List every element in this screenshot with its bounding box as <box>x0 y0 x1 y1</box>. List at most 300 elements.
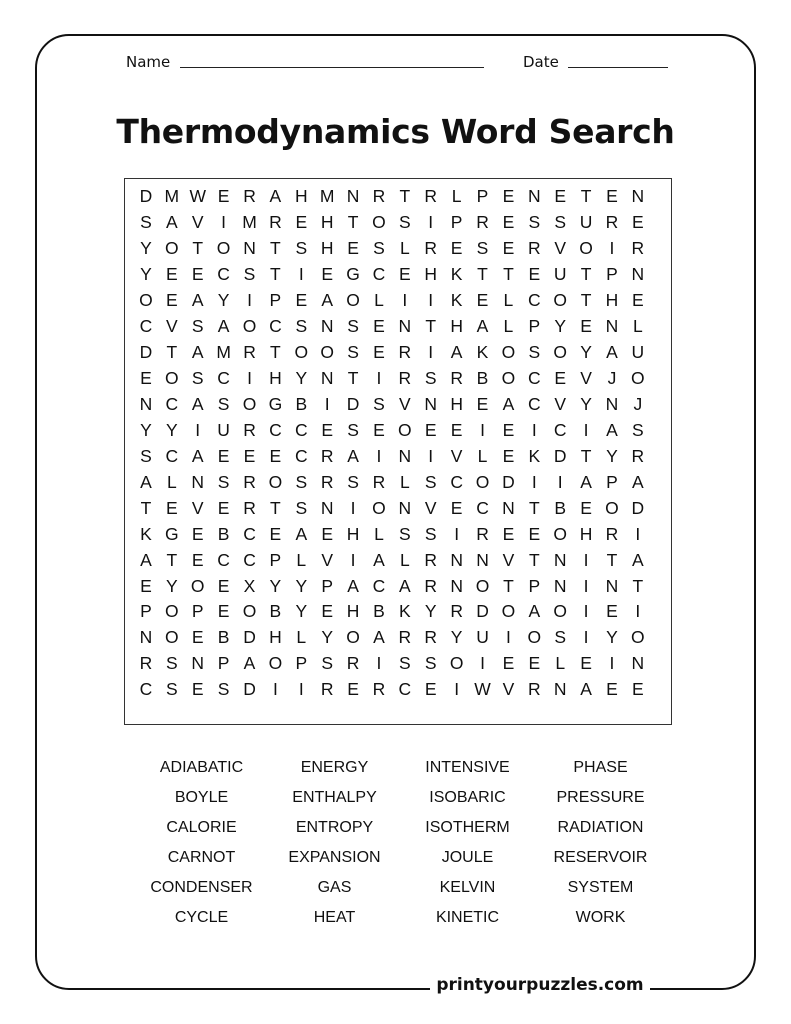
grid-letter[interactable]: A <box>321 290 334 311</box>
grid-letter[interactable]: I <box>428 445 434 466</box>
grid-letter[interactable]: I <box>298 264 304 285</box>
grid-letter[interactable]: I <box>428 342 434 363</box>
grid-letter[interactable]: U <box>579 212 593 233</box>
grid-letter[interactable]: T <box>270 342 281 363</box>
grid-letter[interactable]: S <box>554 212 567 233</box>
grid-letter[interactable]: N <box>191 471 205 492</box>
grid-letter[interactable]: E <box>140 368 152 389</box>
grid-letter[interactable]: M <box>216 342 231 363</box>
grid-letter[interactable]: R <box>631 445 645 466</box>
grid-letter[interactable]: S <box>373 238 385 259</box>
grid-letter[interactable]: E <box>321 419 334 440</box>
grid-letter[interactable]: T <box>580 290 592 311</box>
grid-letter[interactable]: L <box>166 471 177 492</box>
grid-letter[interactable]: I <box>583 549 589 570</box>
grid-letter[interactable]: E <box>606 186 618 207</box>
grid-letter[interactable]: A <box>476 316 489 337</box>
grid-letter[interactable]: E <box>373 316 385 337</box>
grid-letter[interactable]: O <box>553 523 567 544</box>
grid-letter[interactable]: L <box>503 316 514 337</box>
grid-letter[interactable]: E <box>321 264 334 285</box>
grid-letter[interactable]: R <box>398 627 412 648</box>
grid-letter[interactable]: R <box>243 471 256 492</box>
grid-letter[interactable]: I <box>247 290 252 311</box>
grid-letter[interactable]: C <box>527 368 541 389</box>
grid-letter[interactable]: S <box>191 316 204 337</box>
grid-letter[interactable]: O <box>165 627 179 648</box>
grid-letter[interactable]: I <box>402 290 408 311</box>
grid-letter[interactable]: S <box>140 212 152 233</box>
grid-letter[interactable]: Y <box>269 575 282 596</box>
grid-letter[interactable]: A <box>295 523 308 544</box>
grid-letter[interactable]: B <box>269 601 282 622</box>
grid-letter[interactable]: T <box>166 342 178 363</box>
grid-letter[interactable]: N <box>398 316 412 337</box>
grid-letter[interactable]: E <box>191 523 204 544</box>
grid-letter[interactable]: T <box>425 316 437 337</box>
grid-letter[interactable]: R <box>320 471 334 492</box>
grid-letter[interactable]: E <box>243 445 256 466</box>
grid-letter[interactable]: S <box>295 471 308 492</box>
grid-letter[interactable]: L <box>296 627 307 648</box>
grid-letter[interactable]: R <box>476 212 489 233</box>
grid-letter[interactable]: E <box>580 497 592 518</box>
grid-letter[interactable]: E <box>580 653 592 674</box>
grid-letter[interactable]: O <box>372 497 386 518</box>
grid-letter[interactable]: M <box>319 186 335 207</box>
grid-letter[interactable]: N <box>398 445 412 466</box>
grid-letter[interactable]: O <box>631 627 645 648</box>
grid-letter[interactable]: Y <box>580 393 592 414</box>
grid-letter[interactable]: S <box>347 316 359 337</box>
grid-letter[interactable]: T <box>503 575 514 596</box>
grid-letter[interactable]: A <box>347 445 359 466</box>
grid-letter[interactable]: O <box>320 342 334 363</box>
grid-letter[interactable]: E <box>217 445 230 466</box>
grid-letter[interactable]: R <box>269 212 282 233</box>
grid-letter[interactable]: X <box>243 575 256 596</box>
grid-letter[interactable]: L <box>296 549 307 570</box>
grid-letter[interactable]: E <box>347 679 359 700</box>
grid-letter[interactable]: E <box>217 186 230 207</box>
grid-letter[interactable]: I <box>609 238 615 259</box>
grid-letter[interactable]: E <box>295 290 308 311</box>
grid-letter[interactable]: N <box>476 549 489 570</box>
grid-letter[interactable]: A <box>373 627 385 648</box>
grid-letter[interactable]: E <box>321 601 334 622</box>
grid-letter[interactable]: S <box>632 419 644 440</box>
name-field-line[interactable] <box>180 67 484 68</box>
grid-letter[interactable]: C <box>243 523 256 544</box>
grid-letter[interactable]: L <box>374 523 384 544</box>
grid-letter[interactable]: I <box>454 679 460 700</box>
grid-letter[interactable]: R <box>139 653 153 674</box>
grid-letter[interactable]: L <box>555 653 566 674</box>
grid-letter[interactable]: I <box>454 523 460 544</box>
grid-letter[interactable]: C <box>294 445 308 466</box>
grid-letter[interactable]: M <box>164 186 180 207</box>
grid-letter[interactable]: E <box>450 238 463 259</box>
grid-letter[interactable]: V <box>399 393 411 414</box>
grid-letter[interactable]: E <box>140 575 152 596</box>
grid-letter[interactable]: E <box>502 212 515 233</box>
grid-letter[interactable]: A <box>606 419 618 440</box>
grid-letter[interactable]: D <box>553 445 567 466</box>
grid-letter[interactable]: K <box>476 342 489 363</box>
grid-letter[interactable]: V <box>191 497 204 518</box>
grid-letter[interactable]: S <box>191 368 204 389</box>
grid-letter[interactable]: S <box>399 523 411 544</box>
grid-letter[interactable]: N <box>346 186 360 207</box>
grid-letter[interactable]: O <box>501 368 516 389</box>
grid-letter[interactable]: C <box>372 264 386 285</box>
grid-letter[interactable]: O <box>631 368 645 389</box>
grid-letter[interactable]: R <box>372 186 386 207</box>
grid-letter[interactable]: K <box>450 290 463 311</box>
grid-letter[interactable]: R <box>372 471 386 492</box>
grid-letter[interactable]: C <box>527 393 541 414</box>
grid-letter[interactable]: T <box>140 497 152 518</box>
grid-letter[interactable]: U <box>217 419 230 440</box>
grid-letter[interactable]: L <box>503 290 514 311</box>
grid-letter[interactable]: K <box>399 601 411 622</box>
grid-letter[interactable]: Y <box>295 368 308 389</box>
grid-letter[interactable]: L <box>374 290 384 311</box>
grid-letter[interactable]: O <box>579 238 593 259</box>
grid-letter[interactable]: P <box>321 575 334 596</box>
grid-letter[interactable]: C <box>269 316 282 337</box>
grid-letter[interactable]: N <box>424 393 438 414</box>
grid-letter[interactable]: I <box>557 471 563 492</box>
grid-letter[interactable]: I <box>324 393 330 414</box>
grid-letter[interactable]: S <box>424 471 437 492</box>
grid-letter[interactable]: W <box>189 186 206 207</box>
grid-letter[interactable]: T <box>270 264 281 285</box>
grid-letter[interactable]: S <box>140 445 152 466</box>
grid-letter[interactable]: O <box>165 238 179 259</box>
grid-letter[interactable]: O <box>242 393 257 414</box>
grid-letter[interactable]: P <box>476 186 489 207</box>
grid-letter[interactable]: R <box>424 575 438 596</box>
grid-letter[interactable]: Y <box>606 627 618 648</box>
grid-letter[interactable]: E <box>450 497 463 518</box>
grid-letter[interactable]: O <box>242 316 257 337</box>
grid-letter[interactable]: D <box>631 497 645 518</box>
grid-letter[interactable]: C <box>243 549 256 570</box>
grid-letter[interactable]: R <box>346 653 360 674</box>
grid-letter[interactable]: A <box>191 393 204 414</box>
grid-letter[interactable]: O <box>165 601 179 622</box>
grid-letter[interactable]: N <box>527 186 541 207</box>
grid-letter[interactable]: C <box>398 679 412 700</box>
grid-letter[interactable]: A <box>140 471 152 492</box>
grid-letter[interactable]: Y <box>450 627 463 648</box>
grid-letter[interactable]: A <box>347 575 359 596</box>
grid-letter[interactable]: E <box>554 368 567 389</box>
grid-letter[interactable]: U <box>631 342 645 363</box>
grid-letter[interactable]: I <box>609 653 615 674</box>
grid-letter[interactable]: S <box>243 264 256 285</box>
grid-letter[interactable]: A <box>191 290 204 311</box>
grid-letter[interactable]: I <box>247 368 252 389</box>
grid-letter[interactable]: V <box>424 497 437 518</box>
grid-letter[interactable]: L <box>451 186 462 207</box>
grid-letter[interactable]: A <box>217 316 230 337</box>
grid-letter[interactable]: O <box>294 342 309 363</box>
grid-letter[interactable]: E <box>191 264 204 285</box>
grid-letter[interactable]: G <box>346 264 360 285</box>
grid-letter[interactable]: N <box>631 264 645 285</box>
grid-letter[interactable]: I <box>350 549 356 570</box>
grid-letter[interactable]: T <box>270 238 281 259</box>
grid-letter[interactable]: C <box>527 290 541 311</box>
grid-letter[interactable]: R <box>243 342 256 363</box>
grid-letter[interactable]: O <box>475 471 490 492</box>
grid-letter[interactable]: S <box>399 653 411 674</box>
grid-letter[interactable]: H <box>269 368 282 389</box>
grid-letter[interactable]: E <box>580 316 592 337</box>
grid-letter[interactable]: N <box>243 238 256 259</box>
grid-letter[interactable]: V <box>554 393 567 414</box>
grid-letter[interactable]: I <box>350 497 356 518</box>
grid-letter[interactable]: P <box>295 653 308 674</box>
grid-letter[interactable]: N <box>553 549 567 570</box>
grid-letter[interactable]: V <box>502 679 515 700</box>
grid-letter[interactable]: O <box>501 342 516 363</box>
grid-letter[interactable]: J <box>633 393 643 414</box>
grid-letter[interactable]: Y <box>140 264 152 285</box>
grid-letter[interactable]: L <box>399 238 410 259</box>
grid-letter[interactable]: E <box>606 601 618 622</box>
grid-letter[interactable]: R <box>398 368 412 389</box>
grid-letter[interactable]: E <box>269 523 282 544</box>
grid-letter[interactable]: T <box>347 212 359 233</box>
grid-letter[interactable]: S <box>217 679 230 700</box>
grid-letter[interactable]: E <box>424 419 437 440</box>
grid-letter[interactable]: Y <box>165 575 178 596</box>
grid-letter[interactable]: C <box>165 393 179 414</box>
grid-letter[interactable]: O <box>398 419 412 440</box>
grid-letter[interactable]: T <box>528 497 540 518</box>
grid-letter[interactable]: I <box>583 627 589 648</box>
grid-letter[interactable]: N <box>139 627 153 648</box>
grid-letter[interactable]: R <box>450 601 463 622</box>
grid-letter[interactable]: S <box>554 627 567 648</box>
grid-letter[interactable]: O <box>449 653 464 674</box>
grid-letter[interactable]: H <box>320 238 334 259</box>
grid-letter[interactable]: T <box>528 549 540 570</box>
grid-letter[interactable]: C <box>269 419 282 440</box>
grid-letter[interactable]: E <box>191 627 204 648</box>
grid-letter[interactable]: O <box>165 368 179 389</box>
grid-letter[interactable]: S <box>399 212 411 233</box>
grid-letter[interactable]: P <box>450 212 463 233</box>
grid-letter[interactable]: E <box>347 238 359 259</box>
grid-letter[interactable]: O <box>372 212 386 233</box>
grid-letter[interactable]: O <box>553 290 567 311</box>
grid-letter[interactable]: S <box>424 653 437 674</box>
grid-letter[interactable]: D <box>502 471 515 492</box>
grid-letter[interactable]: E <box>528 523 541 544</box>
grid-letter[interactable]: O <box>475 575 490 596</box>
grid-letter[interactable]: Y <box>140 419 152 440</box>
grid-letter[interactable]: E <box>217 497 230 518</box>
grid-letter[interactable]: R <box>372 679 386 700</box>
grid-letter[interactable]: E <box>528 653 541 674</box>
grid-letter[interactable]: D <box>243 679 256 700</box>
grid-letter[interactable]: T <box>477 264 488 285</box>
grid-letter[interactable]: Y <box>321 627 334 648</box>
grid-letter[interactable]: R <box>605 523 619 544</box>
grid-letter[interactable]: N <box>605 316 619 337</box>
grid-letter[interactable]: O <box>527 627 542 648</box>
grid-letter[interactable]: B <box>217 627 230 648</box>
grid-letter[interactable]: P <box>528 316 541 337</box>
grid-letter[interactable]: E <box>502 186 515 207</box>
grid-letter[interactable]: N <box>502 497 515 518</box>
grid-letter[interactable]: D <box>346 393 360 414</box>
grid-letter[interactable]: P <box>217 653 230 674</box>
grid-letter[interactable]: P <box>191 601 204 622</box>
grid-letter[interactable]: S <box>295 238 308 259</box>
grid-letter[interactable]: O <box>501 601 516 622</box>
grid-letter[interactable]: I <box>531 419 537 440</box>
grid-letter[interactable]: S <box>295 316 308 337</box>
grid-letter[interactable]: U <box>476 627 489 648</box>
grid-letter[interactable]: R <box>527 238 541 259</box>
grid-letter[interactable]: Y <box>295 575 308 596</box>
grid-letter[interactable]: A <box>373 549 385 570</box>
grid-letter[interactable]: T <box>503 264 514 285</box>
grid-letter[interactable]: L <box>399 471 410 492</box>
grid-letter[interactable]: V <box>321 549 334 570</box>
grid-letter[interactable]: H <box>450 316 463 337</box>
grid-letter[interactable]: E <box>528 264 541 285</box>
grid-letter[interactable]: Y <box>295 601 308 622</box>
grid-letter[interactable]: S <box>165 679 178 700</box>
grid-letter[interactable]: S <box>528 212 541 233</box>
grid-letter[interactable]: A <box>140 549 152 570</box>
grid-letter[interactable]: A <box>165 212 178 233</box>
grid-letter[interactable]: I <box>583 575 589 596</box>
grid-letter[interactable]: I <box>376 445 382 466</box>
grid-letter[interactable]: C <box>372 575 386 596</box>
grid-letter[interactable]: E <box>554 186 567 207</box>
grid-letter[interactable]: T <box>347 368 359 389</box>
grid-letter[interactable]: R <box>398 342 412 363</box>
grid-letter[interactable]: H <box>424 264 438 285</box>
grid-letter[interactable]: O <box>242 601 257 622</box>
grid-letter[interactable]: N <box>631 186 645 207</box>
grid-letter[interactable]: N <box>553 679 567 700</box>
grid-letter[interactable]: C <box>553 419 567 440</box>
grid-letter[interactable]: L <box>399 549 410 570</box>
grid-letter[interactable]: E <box>165 290 178 311</box>
grid-letter[interactable]: V <box>191 212 204 233</box>
grid-letter[interactable]: I <box>298 679 304 700</box>
grid-letter[interactable]: C <box>139 679 153 700</box>
grid-letter[interactable]: E <box>632 290 644 311</box>
grid-letter[interactable]: R <box>424 627 438 648</box>
grid-letter[interactable]: S <box>347 342 359 363</box>
grid-letter[interactable]: N <box>605 393 619 414</box>
grid-letter[interactable]: Y <box>606 445 618 466</box>
grid-letter[interactable]: P <box>606 471 618 492</box>
grid-letter[interactable]: R <box>320 679 334 700</box>
grid-letter[interactable]: E <box>165 497 178 518</box>
grid-letter[interactable]: B <box>554 497 567 518</box>
grid-letter[interactable]: S <box>165 653 178 674</box>
grid-letter[interactable]: J <box>607 368 617 389</box>
grid-letter[interactable]: D <box>476 601 489 622</box>
date-field-line[interactable] <box>568 67 668 68</box>
grid-letter[interactable]: A <box>502 393 515 414</box>
grid-letter[interactable]: O <box>216 238 231 259</box>
grid-letter[interactable]: E <box>476 393 489 414</box>
grid-letter[interactable]: N <box>320 368 334 389</box>
grid-letter[interactable]: P <box>269 290 282 311</box>
grid-letter[interactable]: N <box>450 549 463 570</box>
grid-letter[interactable]: L <box>633 316 643 337</box>
grid-letter[interactable]: I <box>376 653 382 674</box>
grid-letter[interactable]: R <box>243 419 256 440</box>
grid-letter[interactable]: P <box>269 549 282 570</box>
grid-letter[interactable]: V <box>502 549 515 570</box>
grid-letter[interactable]: A <box>450 342 463 363</box>
grid-letter[interactable]: R <box>424 186 438 207</box>
grid-letter[interactable]: S <box>373 393 385 414</box>
grid-letter[interactable]: P <box>528 575 541 596</box>
grid-letter[interactable]: K <box>450 264 463 285</box>
grid-letter[interactable]: H <box>269 627 282 648</box>
grid-letter[interactable]: T <box>632 575 644 596</box>
grid-letter[interactable]: I <box>480 653 485 674</box>
grid-letter[interactable]: S <box>347 471 359 492</box>
grid-letter[interactable]: Y <box>554 316 567 337</box>
grid-letter[interactable]: V <box>580 368 592 389</box>
grid-letter[interactable]: H <box>450 393 463 414</box>
grid-letter[interactable]: S <box>295 497 308 518</box>
grid-letter[interactable]: K <box>140 523 152 544</box>
grid-letter[interactable]: E <box>632 212 644 233</box>
grid-letter[interactable]: Y <box>217 290 230 311</box>
grid-letter[interactable]: C <box>476 497 489 518</box>
grid-letter[interactable]: V <box>554 238 567 259</box>
grid-letter[interactable]: P <box>140 601 152 622</box>
grid-letter[interactable]: K <box>528 445 541 466</box>
grid-letter[interactable]: M <box>242 212 257 233</box>
grid-letter[interactable]: R <box>527 679 541 700</box>
grid-letter[interactable]: N <box>450 575 463 596</box>
grid-letter[interactable]: H <box>294 186 308 207</box>
grid-letter[interactable]: E <box>476 290 489 311</box>
grid-letter[interactable]: O <box>553 601 567 622</box>
grid-letter[interactable]: O <box>190 575 205 596</box>
grid-letter[interactable]: E <box>502 419 515 440</box>
grid-letter[interactable]: E <box>269 445 282 466</box>
grid-letter[interactable]: I <box>428 212 434 233</box>
grid-letter[interactable]: C <box>294 419 308 440</box>
grid-letter[interactable]: A <box>580 471 592 492</box>
grid-letter[interactable]: R <box>243 497 256 518</box>
grid-letter[interactable]: H <box>605 290 619 311</box>
grid-letter[interactable]: H <box>579 523 593 544</box>
grid-letter[interactable]: Y <box>580 342 592 363</box>
grid-letter[interactable]: E <box>606 679 618 700</box>
grid-letter[interactable]: G <box>165 523 179 544</box>
grid-letter[interactable]: R <box>476 523 489 544</box>
grid-letter[interactable]: N <box>320 316 334 337</box>
